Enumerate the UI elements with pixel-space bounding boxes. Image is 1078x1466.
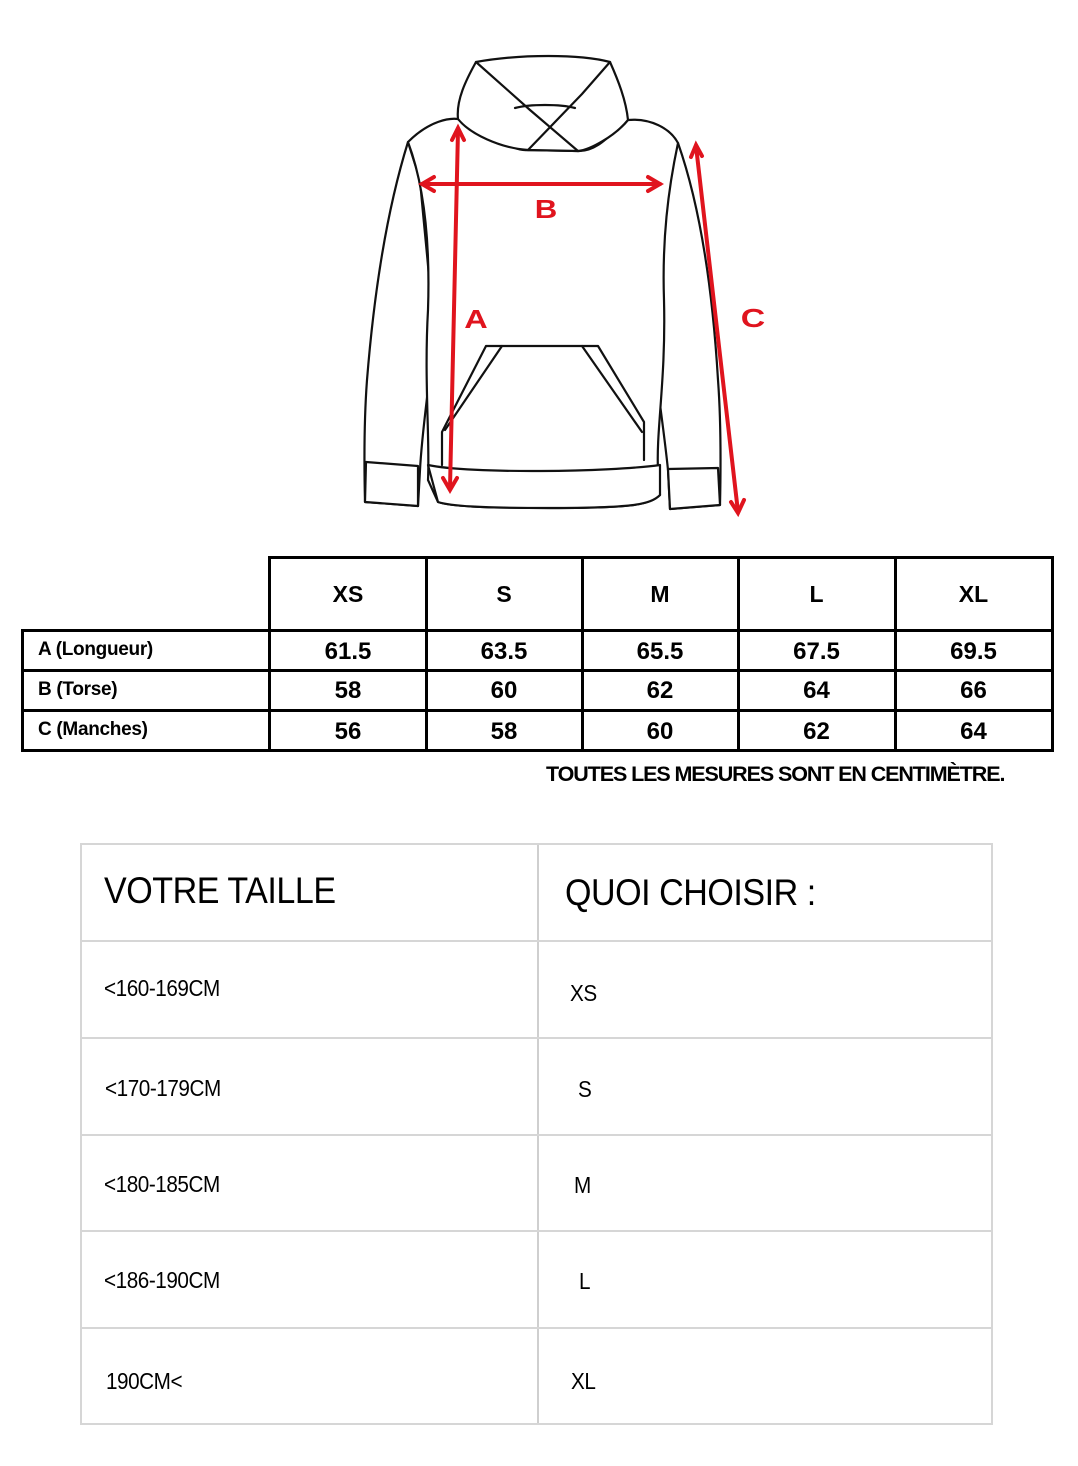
row-label-b: B (Torse) [38,679,118,700]
value-a-s: 63.5 [480,638,528,665]
table-border-bottom [21,749,1054,752]
right-cuff [668,468,720,509]
recommended-size: XL [571,1368,596,1394]
table-row-divider [82,1327,991,1329]
table-row-divider [82,1134,991,1136]
recommended-size: L [579,1268,591,1294]
header-what-to-choose: QUOI CHOISIR : [565,872,816,913]
size-header-l: L [809,581,824,607]
height-range: <186-190CM [104,1267,220,1293]
table-row-divider [82,1230,991,1232]
table-border-top [268,556,1054,559]
row-label-c: C (Manches) [38,719,148,740]
hoodie-outline [364,56,720,509]
table-col-divider [737,556,740,752]
value-a-l: 67.5 [793,638,840,665]
table-row-divider [21,709,1054,712]
table-border-right [1051,556,1054,752]
value-c-m: 60 [646,718,674,745]
size-header-xl: XL [958,581,989,607]
label-c: C [740,304,766,334]
hoodie-body [408,119,678,508]
recommended-size: XS [570,980,597,1006]
value-c-l: 62 [803,718,830,745]
height-range: <170-179CM [105,1075,221,1101]
label-b: B [534,195,558,225]
recommended-size: M [574,1172,591,1198]
height-range: 190CM< [106,1368,183,1394]
value-a-m: 65.5 [636,638,684,665]
height-range: <160-169CM [104,975,220,1001]
recommended-size: S [578,1076,592,1102]
units-caption: TOUTES LES MESURES SONT EN CENTIMÈTRE. [546,762,1005,786]
table-row-divider [82,1037,991,1039]
value-b-s: 60 [490,677,518,704]
value-c-xl: 64 [960,718,987,745]
value-b-xs: 58 [334,677,362,704]
table-col-divider [894,556,897,752]
table-border-left [21,629,24,752]
table-col-divider [581,556,584,752]
value-c-xs: 56 [334,718,362,745]
size-recommendation-table [80,843,993,1425]
value-b-l: 64 [803,677,830,704]
table-row-divider [21,669,1054,672]
height-range: <180-185CM [104,1171,220,1197]
hoodie-diagram [350,50,770,530]
value-b-m: 62 [646,677,674,704]
row-label-a: A (Longueur) [38,639,153,660]
value-a-xs: 61.5 [324,638,372,665]
size-header-m: M [650,581,670,607]
left-cuff [365,462,418,506]
value-c-s: 58 [490,718,518,745]
size-header-s: S [496,581,512,607]
table-col-divider [268,556,271,752]
value-b-xl: 66 [960,677,987,704]
value-a-xl: 69.5 [950,638,997,665]
waistband [428,465,660,508]
label-a: A [464,305,488,335]
header-your-height: VOTRE TAILLE [104,870,336,911]
table-col-divider [425,556,428,752]
size-header-xs: XS [332,581,364,607]
table-row-divider [82,940,991,942]
table-header-divider [21,629,1054,632]
